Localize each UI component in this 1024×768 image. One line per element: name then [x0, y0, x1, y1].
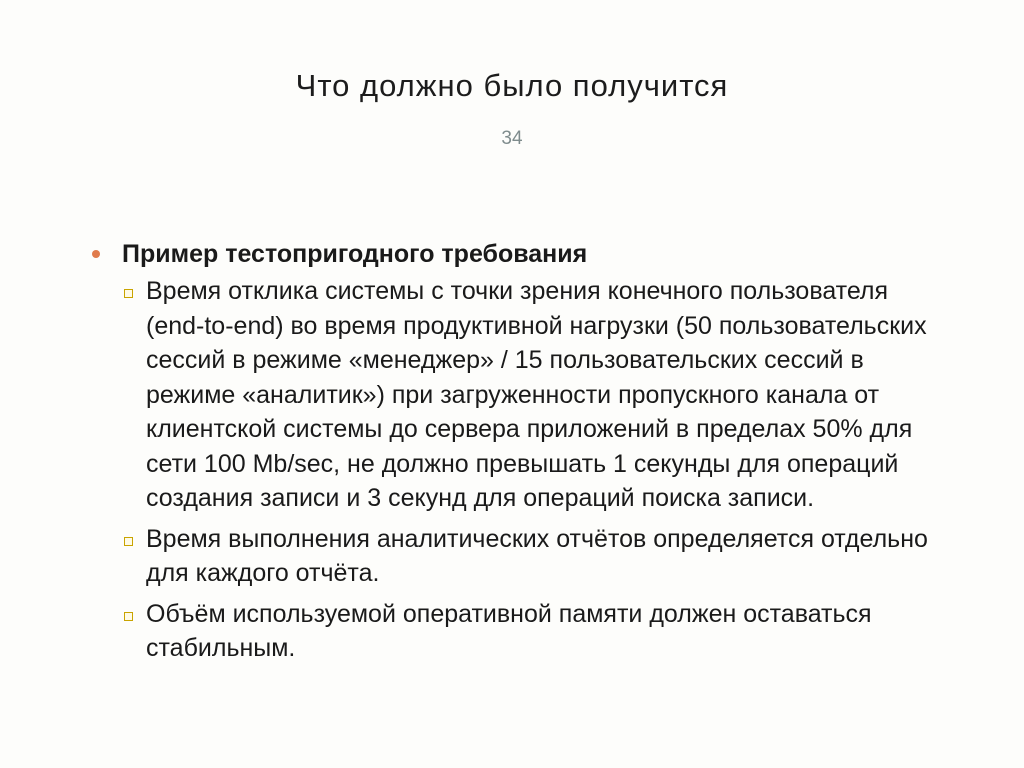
subitem-text: Время отклика системы с точки зрения конечного пользователя (end-to-end) во время продуктивной нагрузки (50 пользовательских сессий в режиме «менеджер» / 15 пользовательских сессий в режиме «аналитик») при загруженности пропускного канала от клиентской системы до сервера приложений в пределах 50% для сети 100 Mb/sec, не должно превышать 1 секунды для операций создания записи и 3 секунд для операций поиска записи.	[146, 277, 927, 512]
subitem	[124, 597, 962, 666]
subitem-text: Время выполнения аналитических отчётов определяется отдельно для каждого отчёта.	[146, 524, 928, 587]
square-bullet-icon	[124, 612, 133, 621]
subitem	[124, 274, 962, 516]
subitem	[124, 522, 962, 591]
bullet-text: Пример тестопригодного требования	[122, 240, 588, 268]
bullet-dot-icon	[92, 250, 100, 258]
square-bullet-icon	[124, 537, 133, 546]
slide-page-number: 34	[501, 128, 523, 149]
bullet-item	[92, 236, 962, 272]
slide-content	[92, 236, 962, 672]
square-bullet-icon	[124, 289, 133, 298]
subitem-text: Объём используемой оперативной памяти должен оставаться стабильным.	[146, 599, 872, 662]
subitem-list	[92, 274, 962, 666]
slide-title: Что должно было получится	[295, 68, 729, 103]
